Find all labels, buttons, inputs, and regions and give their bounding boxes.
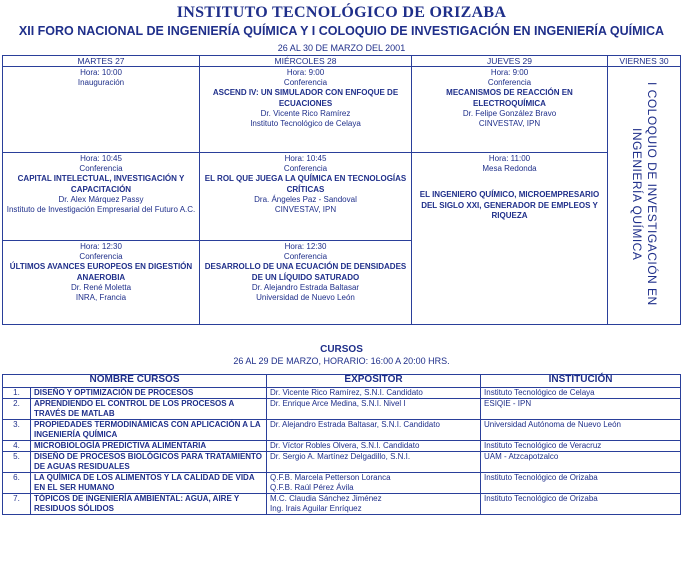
session-institution: INRA, Francia	[75, 293, 127, 303]
session-cell	[3, 153, 200, 241]
column-header-institution: INSTITUCIÓN	[481, 375, 681, 388]
table-row	[3, 473, 681, 494]
schedule-table	[2, 55, 681, 325]
day-header: MARTES 27	[3, 56, 200, 67]
table-row	[3, 494, 681, 515]
session-cell	[200, 67, 412, 153]
course-institution: Universidad Autónoma de Nuevo León	[481, 420, 681, 441]
session-time: Hora: 10:00	[80, 68, 122, 77]
session-time: Hora: 9:00	[490, 68, 529, 77]
session-time: Hora: 12:30	[80, 242, 122, 251]
course-institution: Instituto Tecnológico de Celaya	[481, 388, 681, 399]
session-cell	[3, 241, 200, 325]
day-header: VIERNES 30	[608, 56, 681, 67]
session-title: CAPITAL INTELECTUAL, INVESTIGACIÓN Y CAPACITACIÓN	[17, 174, 185, 194]
course-number: 6.	[3, 473, 31, 494]
session-type: Conferencia	[79, 164, 123, 174]
session-title: EL INGENIERO QUÍMICO, MICROEMPRESARIO DEL SIGLO XXI, GENERADOR DE EMPLEOS Y RIQUEZA	[419, 190, 600, 220]
courses-table	[2, 374, 681, 515]
session-title: ÚLTIMOS AVANCES EUROPEOS EN DIGESTIÓN ANAEROBIA	[9, 262, 193, 282]
session-type: Inauguración	[77, 78, 125, 88]
session-title: MECANISMOS DE REACCIÓN EN ELECTROQUÍMICA	[446, 88, 573, 108]
course-expositor: Dr. Víctor Robles Olvera, S.N.I. Candidato	[267, 441, 481, 452]
course-expositor: Dr. Vicente Rico Ramírez, S.N.I. Candidato	[267, 388, 481, 399]
course-expositor: Dr. Enrique Arce Medina, S.N.I. Nivel I	[267, 399, 481, 420]
courses-header-row	[3, 375, 681, 388]
course-institution: ESIQIE - IPN	[481, 399, 681, 420]
course-name: APRENDIENDO EL CONTROL DE LOS PROCESOS A TRAVÉS DE MATLAB	[31, 399, 267, 420]
table-row	[3, 420, 681, 441]
course-name: MICROBIOLOGÍA PREDICTIVA ALIMENTARIA	[31, 441, 267, 452]
session-title: EL ROL QUE JUEGA LA QUÍMICA EN TECNOLOGÍAS CRÍTICAS	[204, 174, 407, 194]
course-name: LA QUÍMICA DE LOS ALIMENTOS Y LA CALIDAD DE VIDA EN EL SER HUMANO	[31, 473, 267, 494]
schedule-row	[3, 67, 681, 153]
session-cell	[3, 67, 200, 153]
course-expositor: Q.F.B. Marcela Petterson Loranca Q.F.B. Raúl Pérez Ávila	[267, 473, 481, 494]
session-institution: Instituto de Investigación Empresarial del Futuro A.C.	[6, 205, 196, 215]
courses-subtitle: 26 AL 29 DE MARZO, HORARIO: 16:00 A 20:00 HRS.	[233, 356, 450, 366]
session-type: Mesa Redonda	[482, 164, 537, 174]
friday-cell	[608, 67, 681, 325]
session-type: Conferencia	[283, 164, 328, 174]
day-header: JUEVES 29	[412, 56, 608, 67]
course-number: 4.	[3, 441, 31, 452]
course-rows	[3, 388, 681, 515]
session-cell	[200, 241, 412, 325]
session-time: Hora: 10:45	[80, 154, 122, 163]
course-name: TÓPICOS DE INGENIERÍA AMBIENTAL: AGUA, AIRE Y RESIDUOS SÓLIDOS	[31, 494, 267, 515]
session-cell	[412, 67, 608, 153]
course-name: DISEÑO DE PROCESOS BIOLÓGICOS PARA TRATAMIENTO DE AGUAS RESIDUALES	[31, 452, 267, 473]
table-row	[3, 452, 681, 473]
table-row	[3, 441, 681, 452]
course-name: DISEÑO Y OPTIMIZACIÓN DE PROCESOS	[31, 388, 267, 399]
session-speaker: Dr. René Moletta	[70, 282, 132, 292]
session-title: DESARROLLO DE UNA ECUACIÓN DE DENSIDADES DE UN LÍQUIDO SATURADO	[204, 262, 407, 282]
course-number: 3.	[3, 420, 31, 441]
session-time: Hora: 10:45	[284, 154, 327, 163]
course-institution: Instituto Tecnológico de Orizaba	[481, 473, 681, 494]
courses-title: CURSOS	[320, 344, 363, 355]
session-speaker: Dr. Alejandro Estrada Baltasar	[251, 282, 360, 292]
session-time: Hora: 12:30	[284, 242, 327, 251]
course-number: 5.	[3, 452, 31, 473]
session-type: Conferencia	[283, 252, 328, 262]
course-name: PROPIEDADES TERMODINÁMICAS CON APLICACIÓN A LA INGENIERÍA QUÍMICA	[31, 420, 267, 441]
session-institution: Instituto Tecnológico de Celaya	[250, 119, 361, 129]
session-time: Hora: 11:00	[488, 154, 531, 163]
session-speaker: Dr. Felipe González Bravo	[462, 108, 557, 118]
session-institution: CINVESTAV, IPN	[478, 119, 541, 129]
course-expositor: Dr. Sergio A. Martínez Delgadillo, S.N.I.	[267, 452, 481, 473]
session-time: Hora: 9:00	[286, 68, 325, 77]
session-speaker: Dra. Ángeles Paz - Sandoval	[254, 194, 357, 204]
session-institution: Universidad de Nuevo León	[256, 293, 355, 303]
schedule-row	[3, 153, 681, 241]
session-type: Conferencia	[283, 78, 328, 88]
session-type: Conferencia	[79, 252, 123, 262]
schedule-header-row	[3, 56, 681, 67]
event-dates: 26 AL 30 DE MARZO DEL 2001	[277, 43, 406, 53]
course-expositor: Dr. Alejandro Estrada Baltasar, S.N.I. Candidato	[267, 420, 481, 441]
course-number: 1.	[3, 388, 31, 399]
course-institution: UAM - Atzcapotzalco	[481, 452, 681, 473]
course-expositor: M.C. Claudia Sánchez Jiménez Ing. Irais Aguilar Enríquez	[267, 494, 481, 515]
friday-colloquium-text: I COLOQUIO DE INVESTIGACIÓN EN INGENIERÍA QUÍMICA	[630, 82, 659, 306]
course-number: 2.	[3, 399, 31, 420]
column-header-name: NOMBRE CURSOS	[3, 375, 267, 388]
session-cell	[412, 153, 608, 325]
session-type: Conferencia	[487, 78, 532, 88]
session-speaker: Dr. Alex Márquez Passy	[58, 194, 144, 204]
table-row	[3, 388, 681, 399]
session-cell	[200, 153, 412, 241]
course-number: 7.	[3, 494, 31, 515]
session-institution: CINVESTAV, IPN	[274, 205, 337, 215]
day-header: MIÉRCOLES 28	[200, 56, 412, 67]
institute-title: INSTITUTO TECNOLÓGICO DE ORIZABA	[176, 4, 507, 21]
column-header-expositor: EXPOSITOR	[267, 375, 481, 388]
course-institution: Instituto Tecnológico de Orizaba	[481, 494, 681, 515]
course-institution: Instituto Tecnológico de Veracruz	[481, 441, 681, 452]
session-title: ASCEND IV: UN SIMULADOR CON ENFOQUE DE ECUACIONES	[212, 88, 399, 108]
table-row	[3, 399, 681, 420]
session-speaker: Dr. Vicente Rico Ramírez	[260, 108, 351, 118]
event-title: XII FORO NACIONAL DE INGENIERÍA QUÍMICA Y I COLOQUIO DE INVESTIGACIÓN EN INGENIERÍA QUÍMICA	[18, 24, 665, 38]
